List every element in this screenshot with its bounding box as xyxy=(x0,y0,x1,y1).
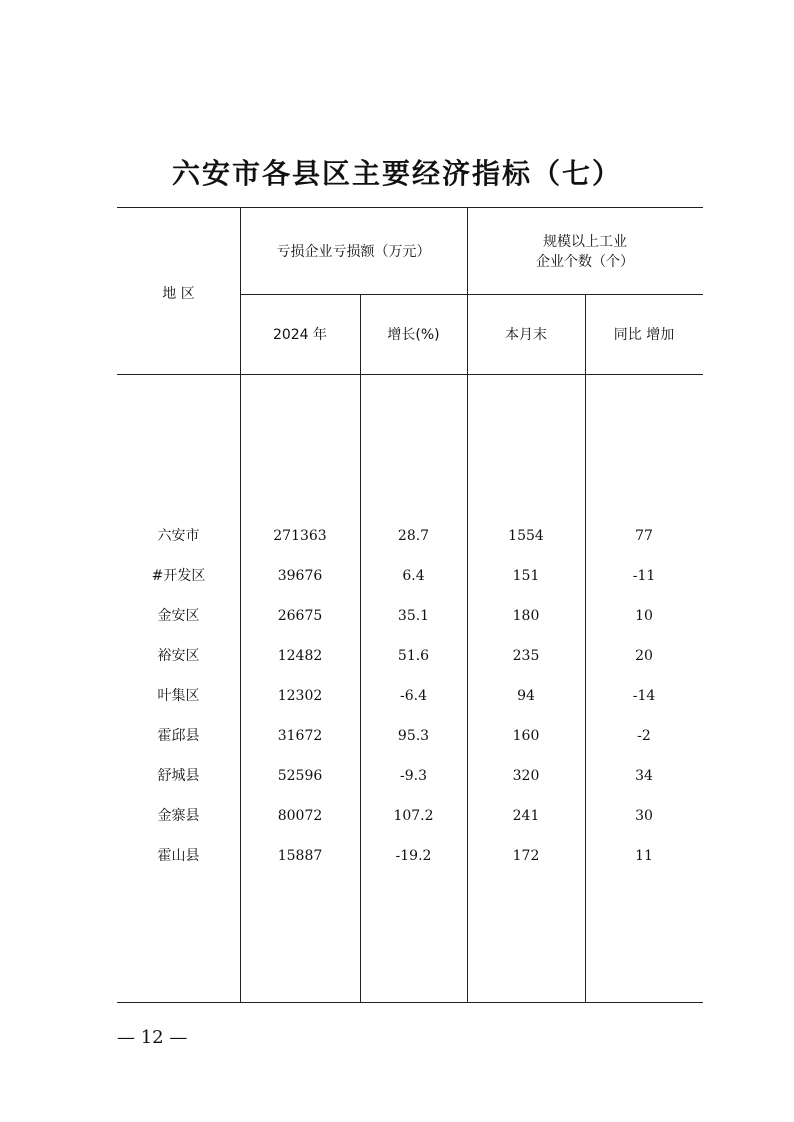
header-industrial-line2: 企业个数（个） xyxy=(536,254,634,270)
row-increase: 10 xyxy=(635,608,653,624)
row-growth: 95.3 xyxy=(397,728,430,744)
row-loss-2024: 12302 xyxy=(277,688,323,704)
header-industrial-enterprises xyxy=(467,232,703,272)
row-count: 235 xyxy=(512,648,540,664)
row-count: 241 xyxy=(512,808,540,824)
header-region: 地 区 xyxy=(162,286,195,302)
row-region: 叶集区 xyxy=(157,688,200,704)
row-growth: 35.1 xyxy=(397,608,430,624)
header-2024: 2024 年 xyxy=(272,327,328,343)
row-region: 舒城县 xyxy=(157,768,200,784)
row-loss-2024: 31672 xyxy=(277,728,323,744)
economic-indicators-table xyxy=(117,207,703,1003)
row-increase: 77 xyxy=(635,528,653,544)
row-increase: 34 xyxy=(635,768,653,784)
row-loss-2024: 15887 xyxy=(277,848,323,864)
page-number: — 12 — xyxy=(117,1027,188,1048)
row-increase: 11 xyxy=(635,848,653,864)
row-increase: -11 xyxy=(632,568,656,584)
row-loss-2024: 271363 xyxy=(273,528,327,544)
row-count: 172 xyxy=(512,848,540,864)
row-increase: -2 xyxy=(637,728,651,744)
row-growth: -6.4 xyxy=(400,688,427,704)
table-divider xyxy=(240,294,703,295)
header-industrial-line1: 规模以上工业 xyxy=(543,234,627,250)
row-count: 94 xyxy=(517,688,535,704)
row-loss-2024: 39676 xyxy=(277,568,323,584)
row-growth: -19.2 xyxy=(395,848,432,864)
row-loss-2024: 80072 xyxy=(277,808,323,824)
table-divider xyxy=(117,374,703,375)
header-growth: 增长(%) xyxy=(387,327,440,343)
row-count: 160 xyxy=(512,728,540,744)
page-title: 六安市各县区主要经济指标（七） xyxy=(171,157,622,190)
row-region: #开发区 xyxy=(151,568,206,584)
row-loss-2024: 12482 xyxy=(277,648,323,664)
row-region: 金安区 xyxy=(157,608,200,624)
row-count: 151 xyxy=(512,568,540,584)
header-month-end: 本月末 xyxy=(505,327,547,343)
row-loss-2024: 52596 xyxy=(277,768,323,784)
row-increase: -14 xyxy=(632,688,656,704)
row-region: 六安市 xyxy=(157,528,200,544)
row-region: 裕安区 xyxy=(157,648,200,664)
header-yoy-increase: 同比 增加 xyxy=(613,327,675,343)
header-loss-amount: 亏损企业亏损额（万元） xyxy=(276,244,431,260)
row-growth: -9.3 xyxy=(400,768,427,784)
row-count: 180 xyxy=(512,608,540,624)
row-region: 霍邱县 xyxy=(157,728,200,744)
row-growth: 28.7 xyxy=(397,528,430,544)
row-growth: 51.6 xyxy=(397,648,430,664)
row-growth: 6.4 xyxy=(402,568,425,584)
row-increase: 20 xyxy=(635,648,653,664)
row-region: 金寨县 xyxy=(157,808,200,824)
row-count: 320 xyxy=(512,768,540,784)
row-growth: 107.2 xyxy=(393,808,434,824)
row-region: 霍山县 xyxy=(157,848,200,864)
row-increase: 30 xyxy=(635,808,653,824)
row-loss-2024: 26675 xyxy=(277,608,323,624)
row-count: 1554 xyxy=(508,528,544,544)
